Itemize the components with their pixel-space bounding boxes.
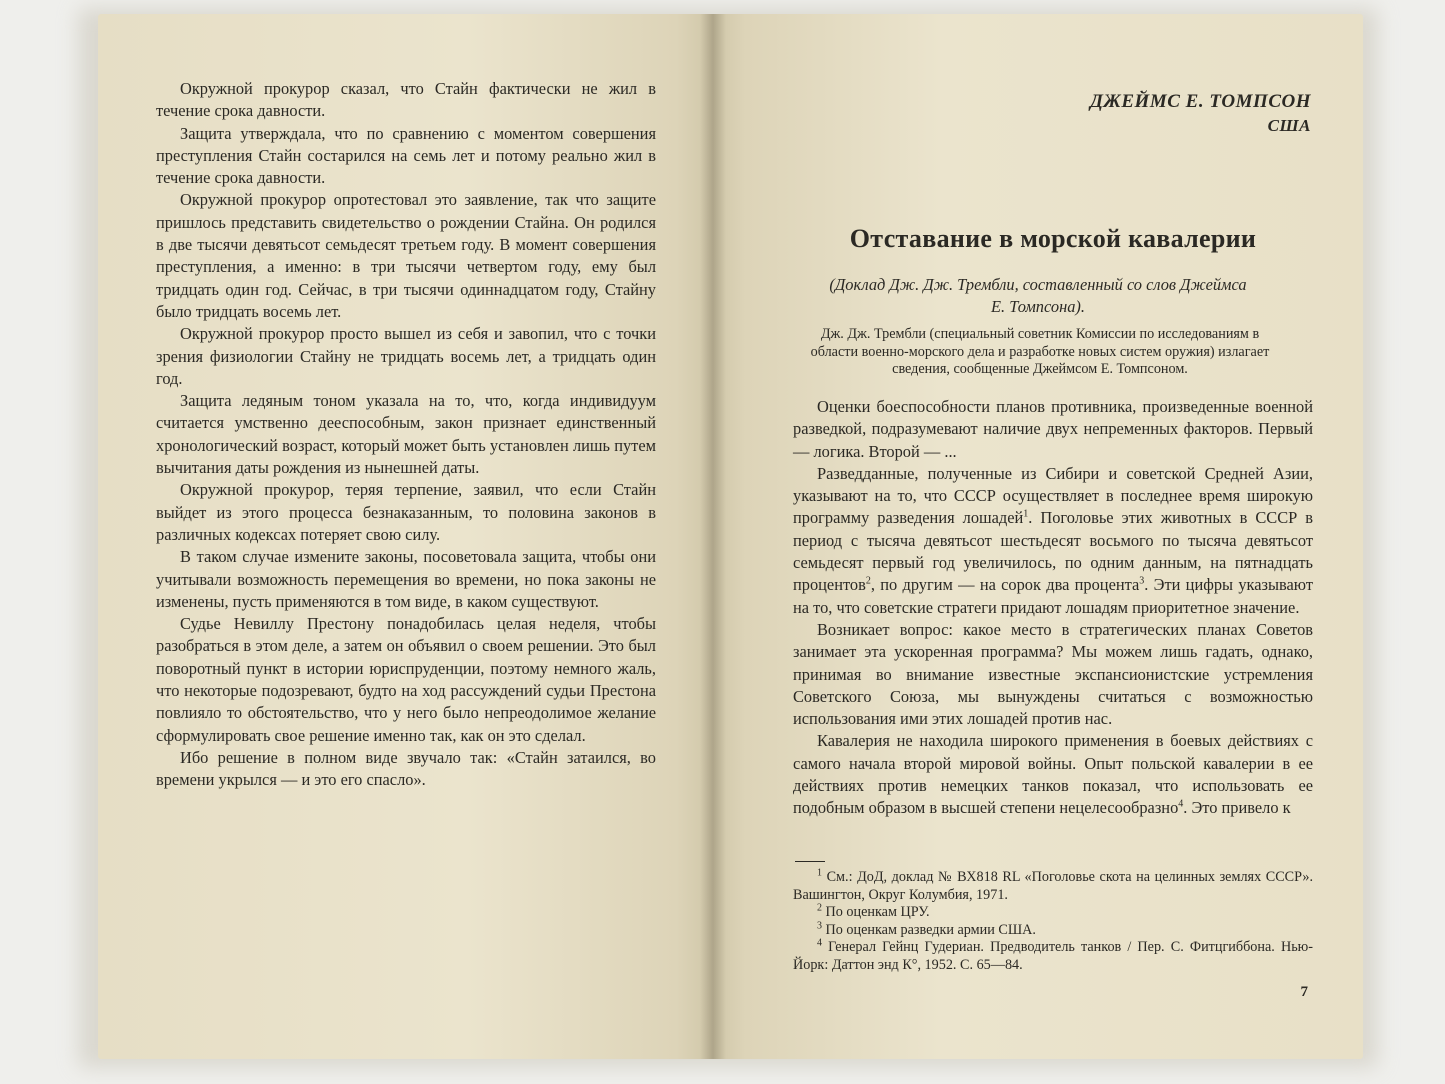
- paragraph: Возникает вопрос: какое место в стратегических планах Советов занимает эта ускоренная программа? Мы можем лишь гадать, однако, принимая во внимание известные экспансионистские устремления Советского Союза, мы вынуждены считаться с возможностью использования ими этих лошадей против нас.: [793, 619, 1313, 729]
- right-page-text: [793, 396, 1313, 820]
- paragraph-text: . Поголовье этих животных в СССР в период с тысяча девятьсот шестьдесят восьмого по тысяча девятьсот семьдесят первый год увеличилось, по одним данным, на пятнадцать процентов: [793, 508, 1313, 595]
- footnote-mark: 1: [817, 867, 822, 879]
- footnote: [793, 939, 1313, 974]
- paragraph-text: Кавалерия не находила широкого применения в боевых действиях с самого начала второй мировой войны. Опыт польской кавалерии в ее действиях против немецких танков показал, что использовать ее подобным образом в высшей степени нецелесообразно: [793, 731, 1313, 818]
- paragraph: Защита утверждала, что по сравнению с моментом совершения преступления Стайн состарился на семь лет и потому реально жил в течение срока давности.: [156, 123, 656, 188]
- paragraph: Окружной прокурор просто вышел из себя и завопил, что с точки зрения физиологии Стайну не тридцать восемь лет, а тридцать один год.: [156, 324, 656, 388]
- author-country: США: [1267, 116, 1311, 135]
- paragraph-text: Разведданные, полученные из Сибири и советской Средней Азии, указывают на то, что СССР осуществляет в последнее время широкую программу разведения лошадей: [793, 463, 1313, 528]
- page-number: 7: [1300, 984, 1308, 1000]
- book-gutter: [700, 14, 726, 1059]
- footnote: [793, 869, 1313, 904]
- footnote-mark: 2: [817, 902, 822, 914]
- paragraph-text: , по другим — на сорок два процента: [870, 575, 1140, 595]
- footnote-ref: 1: [1023, 509, 1029, 521]
- paragraph: Ибо решение в полном виде звучало так: «Стайн затаился, во времени укрылся — и это его спасло».: [156, 747, 656, 790]
- story-title: Отставание в морской кавалерии: [849, 224, 1257, 253]
- footnote-text: По оценкам ЦРУ.: [825, 904, 930, 921]
- story-lead: Дж. Дж. Трембли (специальный советник Комиссии по исследованиям в области военно-морского дела и разработке новых систем оружия) излагает сведения, сообщенные Джеймсом Е. Томпсоном.: [810, 326, 1270, 377]
- author-name: ДЖЕЙМС Е. ТОМПСОН: [1089, 91, 1311, 112]
- paragraph: Судье Невиллу Престону понадобилась целая неделя, чтобы разобраться в этом деле, а затем он объявил о своем решении. Это был поворотный пункт в истории юриспруденции, поэтому немного жаль, что некоторые подозревают, будто на ход рассуждений судьи Престона повлияло то обстоятельство, что у него было непреодолимое желание сформулировать свое решение именно так, как он это сделал.: [156, 614, 656, 745]
- story-subtitle: (Доклад Дж. Дж. Трембли, составленный со слов Джеймса Е. Томпсона).: [829, 275, 1247, 316]
- paragraph: Окружной прокурор опротестовал это заявление, так что защите пришлось представить свидетельство о рождении Стайна. Он родился в две тысячи девятьсот семьдесят третьем году. В момент совершения преступления, а именно: в три тысячи четвертом году, ему был тридцать один год. Сейчас, в три тысячи одиннадцатом году, Стайну было тридцать восемь лет.: [156, 190, 656, 321]
- footnote-text: По оценкам разведки армии США.: [825, 921, 1036, 938]
- paragraph: Оценки боеспособности планов противника, произведенные военной разведкой, подразумевают наличие двух непременных факторов. Первый — логика. Второй — ...: [793, 397, 1313, 461]
- paragraph-text: . Это привело к: [1183, 798, 1291, 818]
- left-page: [98, 14, 713, 1059]
- paragraph: [793, 463, 1313, 619]
- right-page: [713, 14, 1363, 1059]
- footnote-ref: 4: [1178, 798, 1184, 810]
- footnote: [793, 904, 1313, 922]
- paragraph: [793, 730, 1313, 819]
- author-block: [1090, 90, 1311, 138]
- footnote: [793, 922, 1313, 940]
- footnote-ref: 3: [1139, 575, 1145, 587]
- footnote-text: См.: ДоД, доклад № ВХ818 RL «Поголовье скота на целинных землях СССР». Вашингтон, Округ Колумбия, 1971.: [793, 869, 1314, 903]
- footnote-mark: 4: [817, 937, 822, 949]
- paragraph-text: . Эти цифры указывают на то, что советские стратеги придают лошадям приоритетное значение.: [793, 575, 1313, 617]
- footnotes: [793, 869, 1313, 975]
- footnote-rule: [795, 861, 825, 862]
- left-page-text: [156, 78, 656, 792]
- footnote-ref: 2: [865, 575, 871, 587]
- paragraph: Защита ледяным тоном указала на то, что, когда индивидуум считается умственно дееспособным, закон признает единственный хронологический возраст, который может быть установлен лишь путем вычитания даты рождения из нынешней даты.: [156, 391, 656, 478]
- paragraph: Окружной прокурор сказал, что Стайн фактически не жил в течение срока давности.: [156, 79, 656, 121]
- footnote-text: Генерал Гейнц Гудериан. Предводитель танков / Пер. С. Фитцгиббона. Нью-Йорк: Даттон энд К°, 1952. С. 65—84.: [793, 939, 1313, 973]
- footnote-mark: 3: [817, 920, 822, 932]
- paragraph: Окружной прокурор, теряя терпение, заявил, что если Стайн выйдет из этого процесса безнаказанным, то половина законов в различных кодексах потеряет свою силу.: [156, 480, 656, 544]
- paragraph: В таком случае измените законы, посоветовала защита, чтобы они учитывали возможность перемещения во времени, но пока законы не изменены, пусть применяются в том виде, в каком существуют.: [156, 547, 656, 611]
